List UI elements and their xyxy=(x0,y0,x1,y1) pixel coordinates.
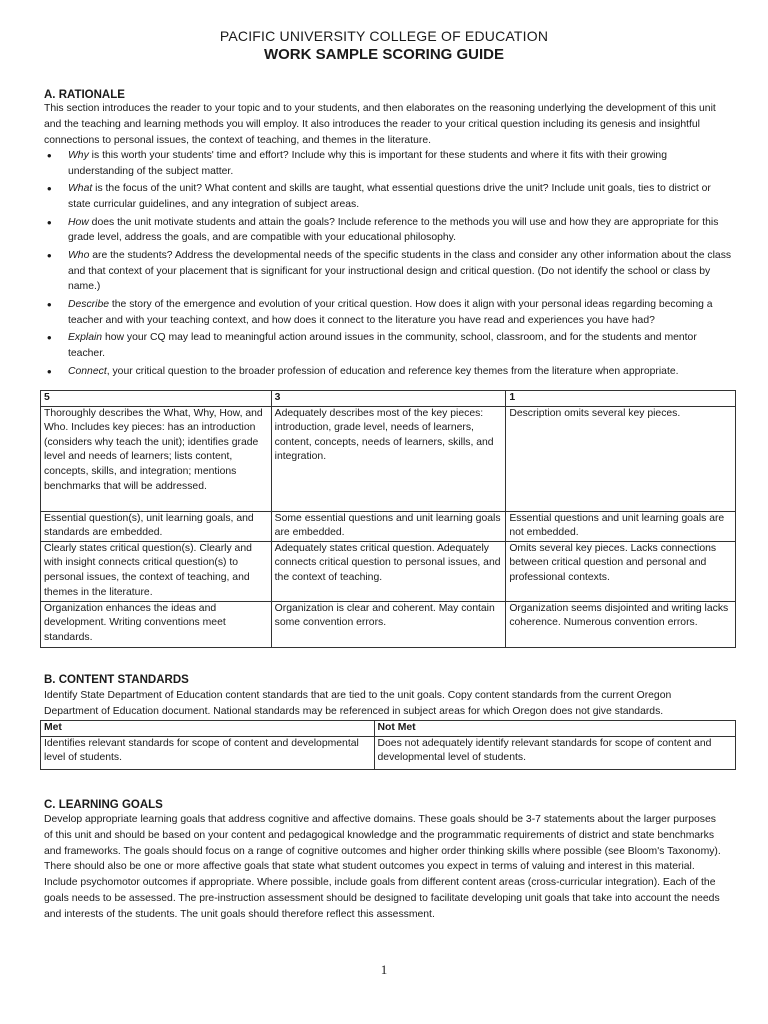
bullet-icon: • xyxy=(47,363,52,379)
table-cell: Organization enhances the ideas and development. Writing conventions meet standards. xyxy=(41,601,272,647)
bullet-item: • Describe the story of the emergence and evolution of your critical question. How does it align with your personal ideas regarding becoming a teacher and with your teaching context, and how does it connect to the literature you have read and experiences you have had? xyxy=(47,297,713,326)
section-a-heading: A. RATIONALE xyxy=(44,89,125,101)
table-row xyxy=(41,541,736,601)
table-header-row xyxy=(41,721,736,737)
section-c-heading: C. LEARNING GOALS xyxy=(44,799,163,811)
institution-heading: PACIFIC UNIVERSITY COLLEGE OF EDUCATION xyxy=(219,28,549,44)
table-cell: Description omits several key pieces. xyxy=(506,406,736,511)
table-row xyxy=(41,406,736,511)
table-row xyxy=(41,736,736,769)
document-title: WORK SAMPLE SCORING GUIDE xyxy=(263,46,504,63)
bullet-item: • Explain how your CQ may lead to meaningful action around issues in the community, school, classroom, and for the students and mentor teacher. xyxy=(47,330,697,360)
not-met-header: Not Met xyxy=(374,721,735,737)
bullet-item: • Who are the students? Address the developmental needs of the specific students in the class and consider any other information about the class and that context of your placement that is significant for your instructional design and critical question. (Do not identify the school or class by name.) xyxy=(47,248,732,293)
bullet-icon: • xyxy=(47,297,52,313)
bullet-icon: • xyxy=(47,148,52,163)
standards-rubric-table xyxy=(40,720,736,770)
table-row xyxy=(41,511,736,541)
bullet-item: • Connect, your critical question to the broader profession of education and reference key themes from the literature when appropriate. xyxy=(47,363,679,379)
table-cell: Clearly states critical question(s). Clearly and with insight connects critical question(s) to personal issues, the context of teaching, and themes in the literature. xyxy=(41,541,272,601)
table-cell: Adequately describes most of the key pieces: introduction, grade level, needs of learners, content, concepts, needs of learners, skills, and integration. xyxy=(271,406,506,511)
table-cell: Organization is clear and coherent. May contain some convention errors. xyxy=(271,601,506,647)
score-3-header: 3 xyxy=(271,391,506,407)
table-cell: Essential questions and unit learning goals are not embedded. xyxy=(506,511,736,541)
rationale-bullet-list xyxy=(44,148,734,382)
bullet-item: • How does the unit motivate students and attain the goals? Include reference to the methods you will use and how they are appropriate for this grade level, address the goals, and are compatible with your educational philosophy. xyxy=(47,214,719,244)
table-cell: Omits several key pieces. Lacks connections between critical question and personal and professional contexts. xyxy=(506,541,736,601)
section-b-intro: Identify State Department of Education content standards that are tied to the unit goals. Copy content standards from the current Oregon Department of Education document. National standards may be referenced in subject areas for which Oregon does not give standards. xyxy=(44,690,672,717)
bullet-item: • What is the focus of the unit? What content and skills are taught, what essential questions drive the unit? Include unit goals, ties to district or state curricular guidelines, and any integration of subject areas. xyxy=(47,181,711,210)
page-number: 1 xyxy=(380,962,388,977)
table-cell: Organization seems disjointed and writing lacks coherence. Numerous convention errors. xyxy=(506,601,736,647)
met-header: Met xyxy=(41,721,375,737)
table-row xyxy=(41,601,736,647)
table-cell: Thoroughly describes the What, Why, How, and Who. Includes key pieces: has an introduction (considers why teach the unit); identifies grade level and needs of learners; lists content, concepts, skills, and integration; mentions benchmarks that will be addressed. xyxy=(41,406,272,511)
score-5-header: 5 xyxy=(41,391,272,407)
section-c-intro: Develop appropriate learning goals that address cognitive and affective domains. These goals should be 3-7 statements about the larger purposes of this unit and should be based on your content and pedagogical knowledge and the programmatic requirements of district and state benchmarks and frameworks. The goals should focus on a range of cognitive outcomes and higher order thinking skills where possible (see Bloom's Taxonomy). There should also be one or more affective goals that state what student outcomes you expect in terms of valuing and interest in this material. Include psychomotor outcomes if appropriate. Where possible, include goals from different content areas (cross-curricular integration). Each of the goals needs to be assessed. The pre-instruction assessment should be designed to facilitate developing unit goals that take into account the needs and interests of the students. The unit goals should therefore reflect this assessment. xyxy=(44,814,721,920)
table-cell: Identifies relevant standards for scope of content and developmental level of students. xyxy=(41,736,375,769)
table-cell: Adequately states critical question. Adequately connects critical question to personal issues, and the context of teaching. xyxy=(271,541,506,601)
bullet-item: • Why is this worth your students' time and effort? Include why this is important for these students and where it fits with their growing understanding of the subject matter. xyxy=(47,148,667,177)
section-b-heading: B. CONTENT STANDARDS xyxy=(44,674,189,686)
bullet-icon: • xyxy=(47,214,52,230)
table-header-row xyxy=(41,391,736,407)
table-cell: Some essential questions and unit learning goals are embedded. xyxy=(271,511,506,541)
bullet-icon: • xyxy=(47,181,52,197)
score-1-header: 1 xyxy=(506,391,736,407)
table-cell: Essential question(s), unit learning goals, and standards are embedded. xyxy=(41,511,272,541)
rationale-rubric-table xyxy=(40,390,736,648)
table-cell: Does not adequately identify relevant standards for scope of content and developmental level of students. xyxy=(374,736,735,769)
bullet-icon: • xyxy=(47,248,52,264)
section-a-intro: This section introduces the reader to your topic and to your students, and then elaborates on the reasoning underlying the development of this unit and the teaching and learning methods you will employ. It also introduces the reader to your critical question including its genesis and insightful connections to personal issues, the context of teaching, and themes in the literature. xyxy=(44,103,716,146)
bullet-icon: • xyxy=(47,330,52,346)
